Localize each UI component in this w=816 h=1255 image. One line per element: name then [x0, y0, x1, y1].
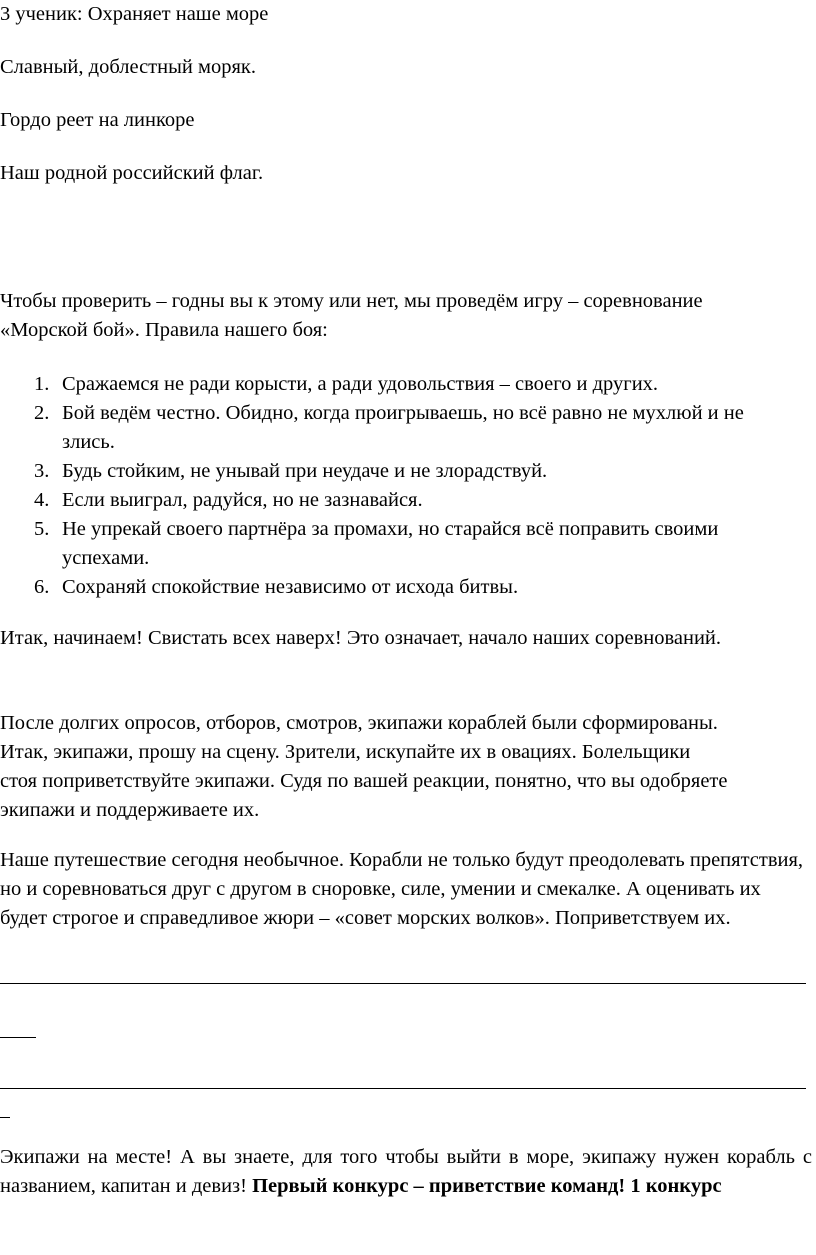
poem-line-1: 3 ученик: Охраняет наше море: [0, 3, 269, 25]
rule-item: [0, 486, 800, 515]
rule-text: Не упрекай своего партнёра за промахи, но старайся всё поправить своими успехами.: [62, 518, 719, 569]
rule-text: Сохраняй спокойствие независимо от исхода битвы.: [62, 576, 519, 598]
blank-line-1-tail: [0, 1037, 36, 1038]
rule-text: Бой ведём честно. Обидно, когда проигрываешь, но всё равно не мухлюй и не злись.: [62, 402, 744, 453]
rule-number: 6.: [34, 576, 50, 598]
rule-number: 5.: [34, 518, 50, 540]
final-paragraph: [0, 1143, 812, 1201]
poem-line-3: Гордо реет на линкоре: [0, 109, 195, 131]
rule-item: [0, 457, 800, 486]
rule-item: [0, 515, 784, 573]
rule-number: 4.: [34, 489, 50, 511]
rule-text: Будь стойким, не унывай при неудаче и не злорадствуй.: [62, 460, 548, 482]
poem-line-4: Наш родной российский флаг.: [0, 162, 264, 184]
final-paragraph-text: Экипажи на месте! А вы знаете, для того чтобы выйти в море, экипажу нужен корабль с названием, капитан и девиз!: [0, 1146, 812, 1197]
blank-line-2-tail: [0, 1117, 10, 1118]
rule-item: [0, 399, 762, 457]
rule-number: 3.: [34, 460, 50, 482]
blank-line-1: [0, 983, 806, 984]
poem-line-2: Славный, доблестный моряк.: [0, 56, 256, 78]
rule-text: Сражаемся не ради корысти, а ради удовольствия – своего и других.: [62, 373, 659, 395]
crews-paragraph: После долгих опросов, отборов, смотров, экипажи кораблей были сформированы. Итак, экипажи, прошу на сцену. Зрители, искупайте их в овациях. Болельщики стоя поприветствуйте экипажи. Судя по вашей реакции, понятно, что вы одобряете экипажи и поддерживаете их.: [0, 712, 728, 821]
journey-paragraph: Наше путешествие сегодня необычное. Корабли не только будут преодолевать препятствия, но и соревноваться друг с другом в сноровке, силе, умении и смекалке. А оценивать их будет строгое и справедливое жюри – «совет морских волков». Поприветствуем их.: [0, 849, 804, 929]
blank-line-2: [0, 1088, 806, 1089]
intro-paragraph: Чтобы проверить – годны вы к этому или нет, мы проведём игру – соревнование «Морской бой». Правила нашего боя:: [0, 290, 703, 341]
first-contest-heading: Первый конкурс – приветствие команд! 1 конкурс: [252, 1175, 722, 1197]
rule-item: [0, 573, 800, 602]
start-paragraph: Итак, начинаем! Свистать всех наверх! Это означает, начало наших соревнований.: [0, 627, 722, 649]
rules-list: [0, 370, 800, 602]
rule-number: 2.: [34, 402, 50, 424]
rule-number: 1.: [34, 373, 50, 395]
rule-item: [0, 370, 800, 399]
rule-text: Если выиграл, радуйся, но не зазнавайся.: [62, 489, 423, 511]
